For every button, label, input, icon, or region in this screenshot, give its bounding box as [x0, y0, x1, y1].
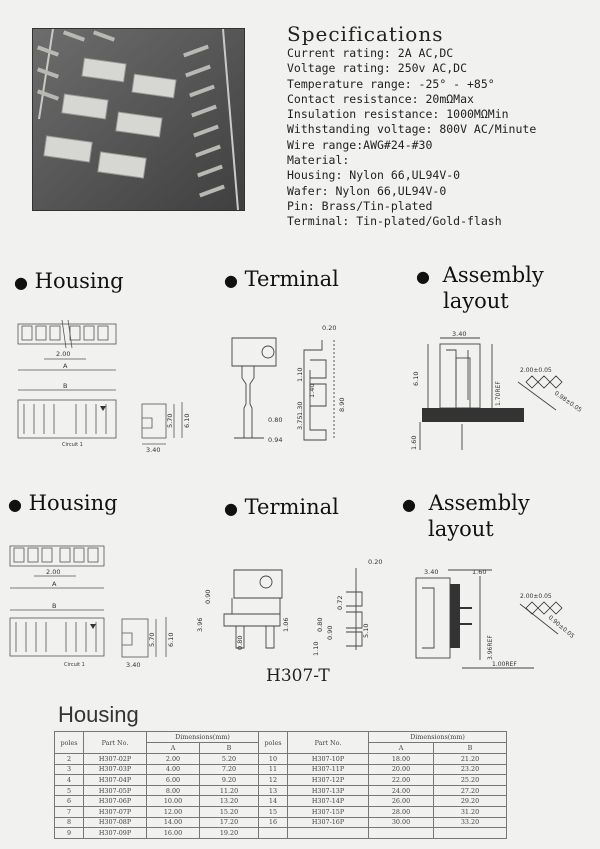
col-part: Part No.	[84, 732, 147, 754]
housing-table	[54, 731, 507, 839]
spec-line: Wire range:AWG#24-#30	[287, 137, 433, 152]
assembly-heading-1b: layout	[443, 289, 509, 313]
spec-line: Current rating: 2A AC,DC	[287, 46, 454, 60]
svg-text:B: B	[52, 602, 57, 610]
assembly-heading-2b: layout	[428, 517, 494, 541]
assembly-drawing-2	[408, 564, 598, 678]
spec-line: Insulation resistance: 1000MΩMin	[287, 107, 509, 122]
svg-text:1.00REF: 1.00REF	[492, 661, 517, 668]
svg-text:1.30: 1.30	[296, 401, 304, 416]
spec-line: Withstanding voltage: 800V AC/Minute	[287, 122, 537, 137]
svg-text:0.90: 0.90	[326, 625, 334, 640]
svg-text:3.40: 3.40	[146, 446, 161, 454]
bullet-icon: ●	[416, 267, 430, 286]
svg-text:1.60: 1.60	[410, 435, 418, 450]
col-a: A	[369, 743, 434, 754]
col-poles: poles	[259, 732, 288, 754]
svg-text:2.00±0.05: 2.00±0.05	[520, 367, 552, 374]
table-row: 8 H307-08P 14.00 17.20 16 H307-16P 30.00 33.20	[55, 817, 507, 828]
svg-text:1.06: 1.06	[282, 617, 290, 632]
table-row: 9 H307-09P 16.00 19.20	[55, 828, 507, 839]
svg-text:3.40: 3.40	[126, 661, 141, 669]
bullet-icon: ●	[224, 499, 238, 518]
col-b: B	[434, 743, 507, 754]
terminal-drawing-1	[224, 320, 374, 450]
circuit-label: Circuit 1	[64, 662, 85, 668]
svg-text:1.10: 1.10	[312, 641, 320, 656]
col-dims: Dimensions(mm)	[147, 732, 259, 743]
svg-text:0.72: 0.72	[336, 595, 344, 610]
svg-text:3.75: 3.75	[296, 415, 304, 430]
bullet-icon: ●	[402, 495, 416, 514]
bullet-icon: ●	[8, 495, 22, 514]
svg-text:2.00±0.05: 2.00±0.05	[520, 593, 552, 600]
svg-text:3.96REF: 3.96REF	[487, 635, 494, 660]
svg-text:5.10: 5.10	[362, 623, 370, 638]
svg-text:1.40: 1.40	[308, 383, 316, 398]
spec-line: Housing: Nylon 66,UL94V-0	[287, 168, 461, 183]
svg-text:2.00: 2.00	[46, 568, 61, 576]
col-poles: poles	[55, 732, 84, 754]
svg-text:1.10: 1.10	[296, 367, 304, 382]
svg-text:3.40: 3.40	[424, 568, 439, 576]
dim-label: A	[63, 362, 68, 370]
svg-text:3.96: 3.96	[196, 617, 204, 632]
table-title: Housing	[58, 702, 139, 727]
col-part: Part No.	[288, 732, 369, 754]
dim-label: 2.00	[56, 350, 71, 358]
svg-text:0.80: 0.80	[316, 617, 324, 632]
spec-line: Material:	[287, 153, 350, 168]
svg-text:1.60: 1.60	[472, 568, 487, 576]
housing-heading-1: ● Housing	[14, 269, 124, 293]
svg-text:0.98±0.05: 0.98±0.05	[552, 389, 583, 414]
spec-line: Terminal: Tin-plated/Gold-flash	[287, 214, 502, 229]
col-a: A	[147, 743, 200, 754]
model-label: H307-T	[266, 666, 330, 686]
terminal-drawing-2	[196, 552, 386, 662]
svg-text:3.40: 3.40	[452, 330, 467, 338]
svg-text:0.90±0.05: 0.90±0.05	[546, 614, 576, 640]
terminal-heading-1: ● Terminal	[224, 267, 339, 291]
svg-text:6.10: 6.10	[412, 371, 420, 386]
svg-text:0.80: 0.80	[236, 635, 244, 650]
table-row: 7 H307-07P 12.00 15.20 15 H307-15P 28.00 31.20	[55, 806, 507, 817]
assembly-drawing-1	[398, 330, 598, 460]
svg-text:0.20: 0.20	[322, 324, 337, 332]
svg-text:A: A	[52, 580, 57, 588]
housing-drawing-2	[4, 540, 124, 675]
bullet-icon: ●	[14, 273, 28, 292]
svg-text:0.90: 0.90	[204, 589, 212, 604]
housing-side-1	[138, 398, 196, 458]
bullet-icon: ●	[224, 271, 238, 290]
product-photo	[32, 28, 245, 211]
spec-line: Voltage rating: 250v AC,DC	[287, 61, 468, 76]
svg-text:0.20: 0.20	[368, 558, 383, 566]
specifications	[287, 22, 587, 230]
table-row: 2 H307-02P 2.00 5.20 10 H307-10P 18.00 21.20	[55, 754, 507, 765]
table-row: 6 H307-06P 10.00 13.20 14 H307-14P 26.00 29.20	[55, 796, 507, 807]
housing-side-2	[118, 615, 178, 675]
housing-drawing-1	[10, 310, 130, 460]
svg-text:0.80: 0.80	[268, 416, 283, 424]
assembly-heading-1: ● Assembly	[416, 263, 544, 287]
col-b: B	[200, 743, 259, 754]
table-row: 3 H307-03P 4.00 7.20 11 H307-11P 20.00 23.20	[55, 764, 507, 775]
terminal-heading-2: ● Terminal	[224, 495, 339, 519]
dim-label: B	[63, 382, 68, 390]
spec-line: Contact resistance: 20mΩMax	[287, 91, 474, 106]
spec-line: Wafer: Nylon 66,UL94V-0	[287, 183, 447, 198]
svg-text:6.10: 6.10	[183, 413, 191, 428]
housing-heading-2: ● Housing	[8, 491, 118, 515]
svg-text:5.70: 5.70	[166, 413, 174, 428]
col-dims: Dimensions(mm)	[369, 732, 507, 743]
spec-line: Temperature range: -25° - +85°	[287, 76, 495, 91]
circuit-label: Circuit 1	[62, 442, 83, 448]
svg-text:5.70: 5.70	[148, 632, 156, 647]
table-row: 4 H307-04P 6.00 9.20 12 H307-12P 22.00 25.20	[55, 775, 507, 786]
svg-text:8.90: 8.90	[338, 397, 346, 412]
table-row: 5 H307-05P 8.00 11.20 13 H307-13P 24.00 27.20	[55, 785, 507, 796]
svg-text:6.10: 6.10	[167, 632, 175, 647]
assembly-heading-2: ● Assembly	[402, 491, 530, 515]
spec-line: Pin: Brass/Tin-plated	[287, 198, 433, 213]
svg-text:1.70REF: 1.70REF	[495, 381, 502, 406]
svg-text:0.94: 0.94	[268, 436, 283, 444]
specifications-title: Specifications	[287, 22, 444, 46]
